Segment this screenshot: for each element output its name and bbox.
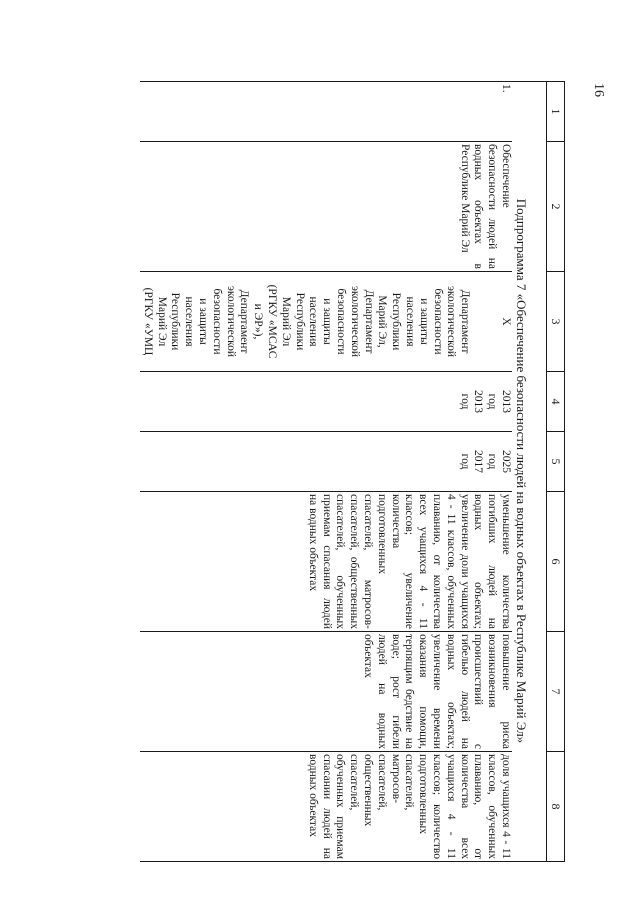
column-number: 5 xyxy=(547,432,565,492)
executor-cell xyxy=(140,272,512,372)
executor-main: X xyxy=(500,317,512,326)
rotated-table-page xyxy=(0,81,565,861)
row-number: 1. xyxy=(140,82,512,142)
end-date-cell xyxy=(140,432,512,492)
column-number: 4 xyxy=(547,372,565,432)
program-table xyxy=(140,81,565,862)
column-number: 1 xyxy=(547,82,565,142)
column-number: 8 xyxy=(547,752,565,862)
column-number: 3 xyxy=(547,272,565,372)
column-number: 2 xyxy=(547,142,565,272)
column-number: 7 xyxy=(547,632,565,752)
executor-list: Департамент экологической безопасности и защиты населения Республики Марий Эл, Департамент экологической безопасности и защиты населения Республики Марий Эл (РГКУ «МСАС и ЭР»), Департамент экологической безопасности и защиты населения Республики Марий Эл (РГКУ «УМЦ xyxy=(141,284,472,359)
table-row xyxy=(140,82,512,862)
column-number: 6 xyxy=(547,492,565,632)
page-number: 16 xyxy=(591,83,606,97)
target-indicator: доля учащихся 4 - 11 классов, обученных плаванию, от количества всех учащихся 4 - 11 классов; количество подготовленных спасателей, матросов-спасателей, общественных спасателей, обученных приемам спасании людей на водных объектах xyxy=(140,752,512,862)
end-date: 2025 год xyxy=(486,450,512,473)
expected-result: уменьшение количества погибших людей на водных объектах; увеличение доли учащихся 4 - 11 классов, обученных плаванию, от количества всех учащихся 4 - 11 классов; увеличение количества подготовленных спасателей, матросов-спасателей, общественных спасателей, обученных приемам спасания людей на водных объектах xyxy=(140,492,512,632)
start-date-cell xyxy=(140,372,512,432)
non-implementation-consequence: повышение риска возникновения происшествий с гибелью людей на водных объектах; увеличение времени оказания помощи, терпящим бедствие на воде; рост гибели людей на водных объектах xyxy=(140,632,512,752)
measure-name: Обеспечение безопасности людей на водных объектах в Республике Марий Эл xyxy=(140,142,512,272)
start-date: 2013 год xyxy=(486,390,512,413)
column-number-row xyxy=(547,82,565,862)
start-date: 2013 год xyxy=(458,390,485,413)
end-date: 2017 год xyxy=(458,450,485,473)
subprogram-title: Подпрограмма 7 «Обеспечение безопасности людей на водных объектах в Республике Марий Эл» xyxy=(514,198,529,744)
